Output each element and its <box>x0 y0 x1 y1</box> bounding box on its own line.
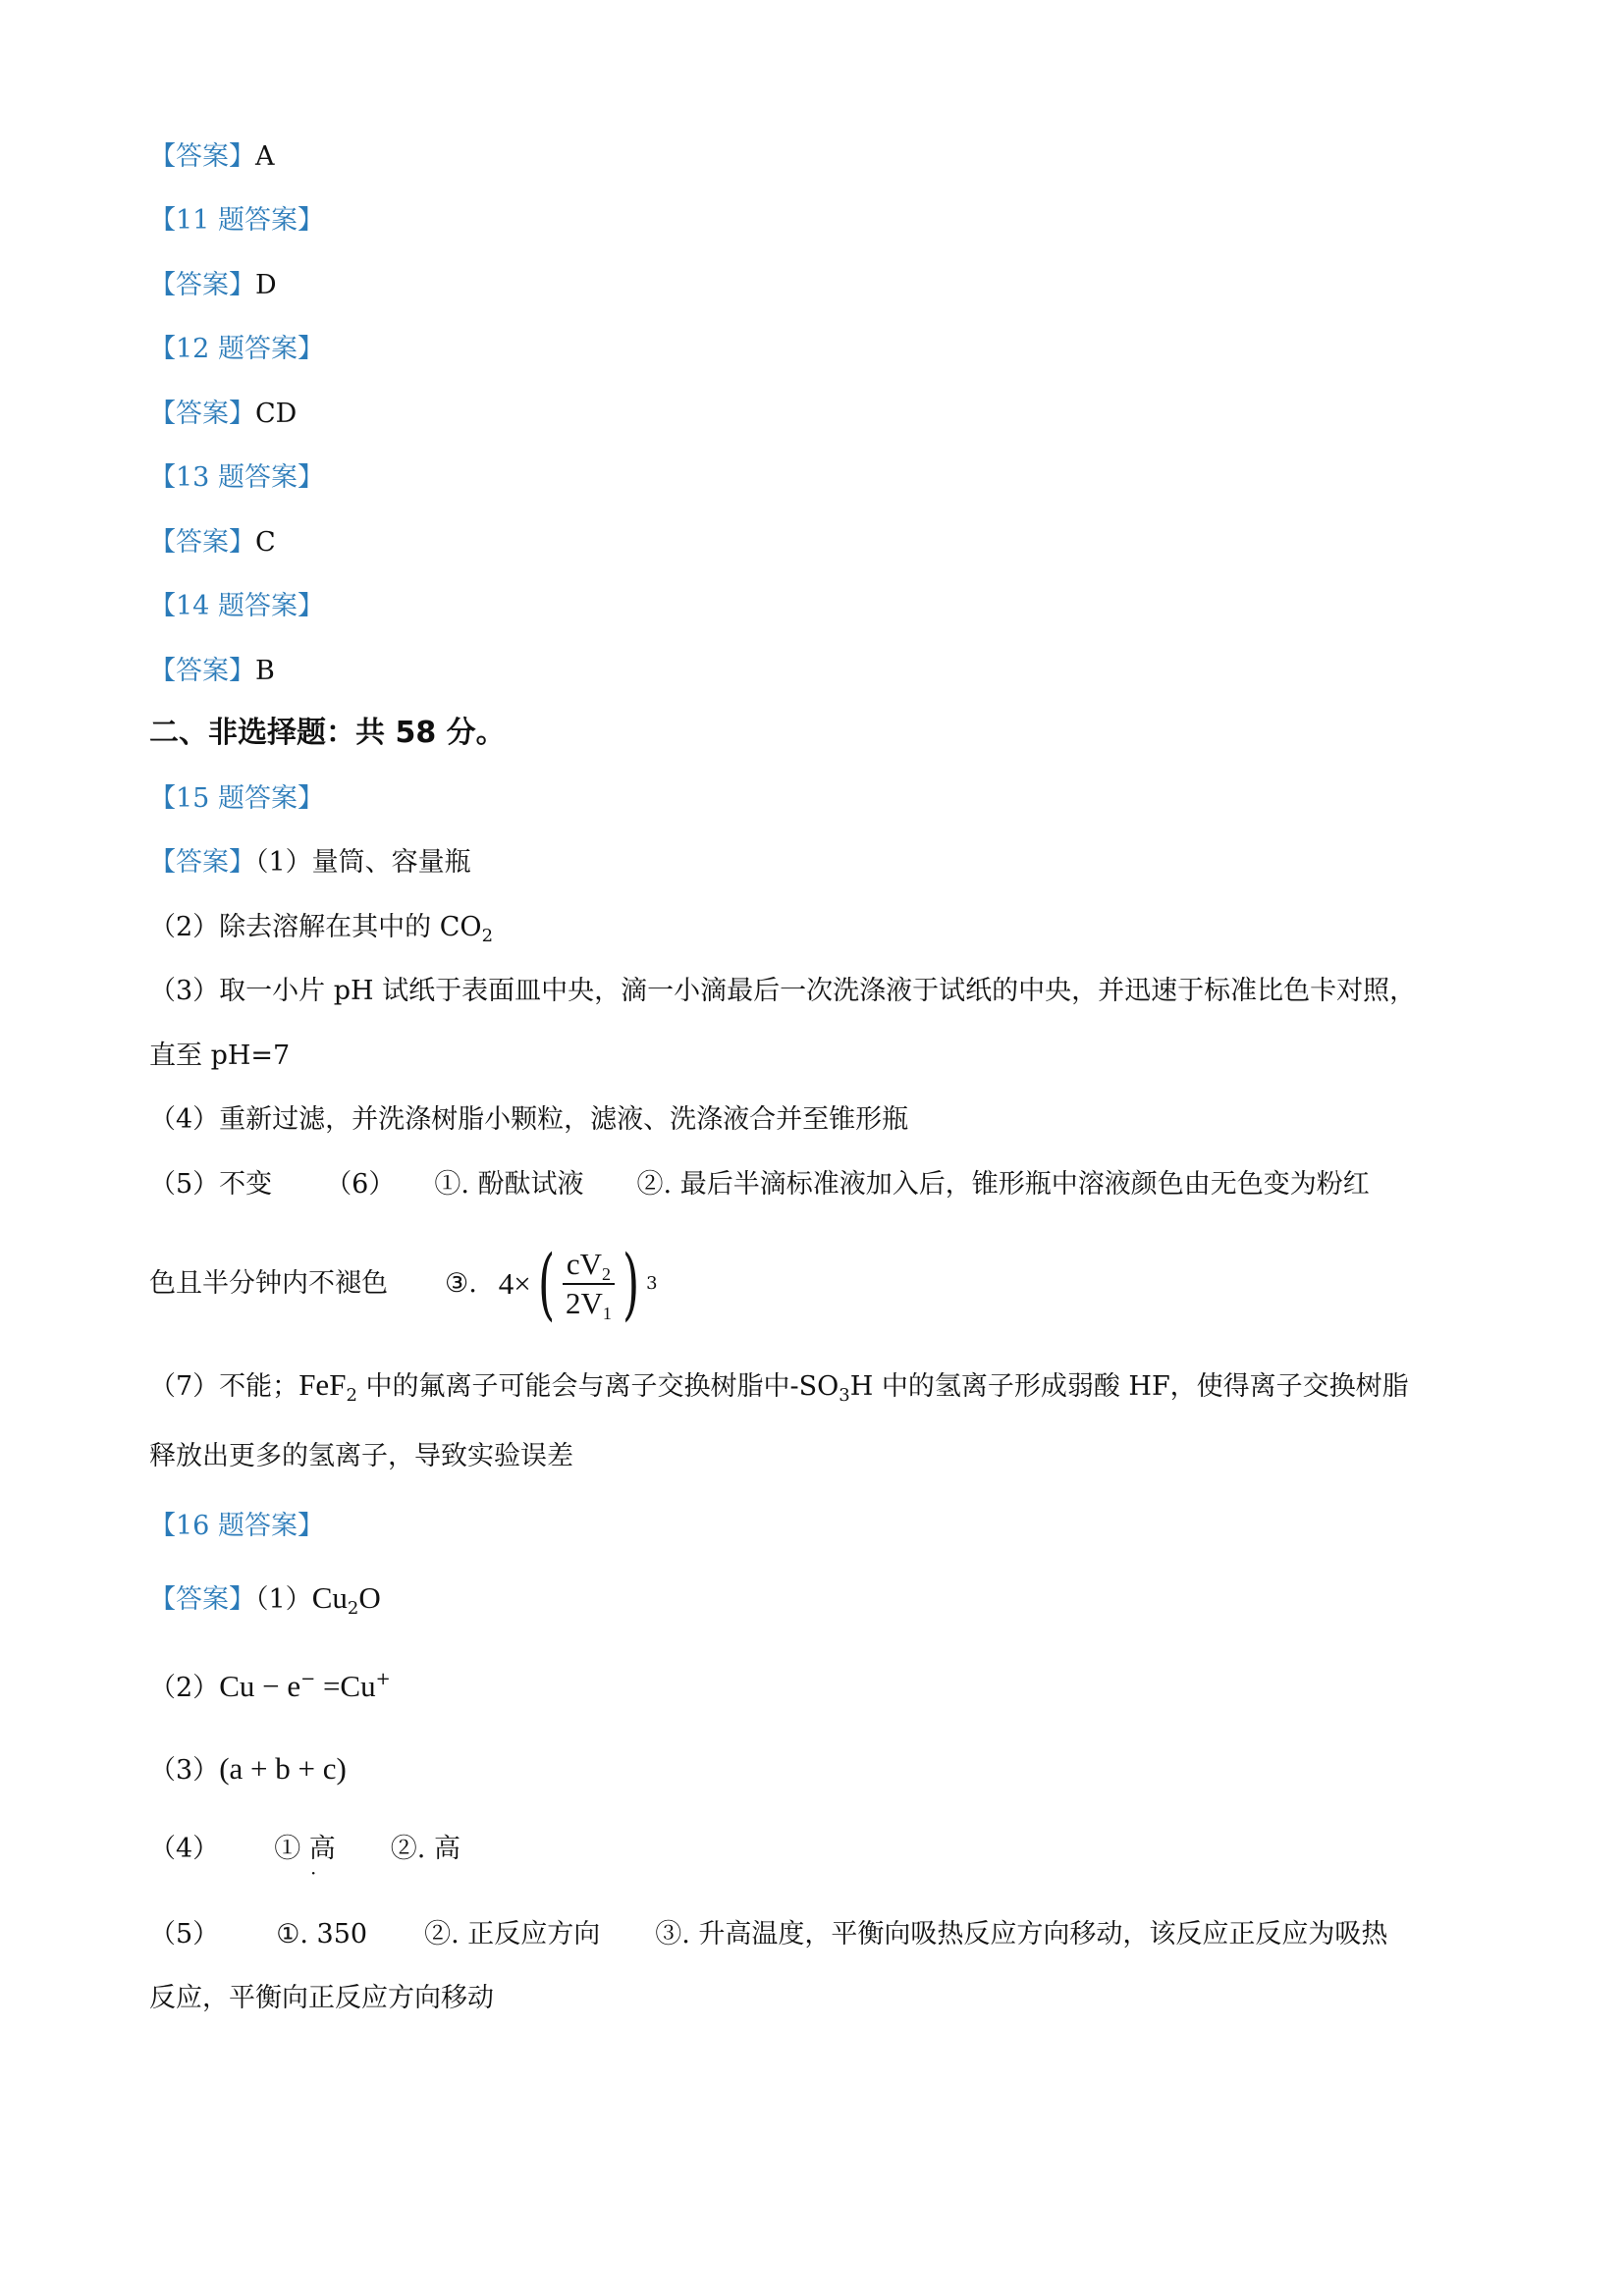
formula-abc: (a + b + c) <box>219 1751 347 1786</box>
formula-equals-cu: =Cu <box>315 1669 376 1703</box>
formula-cu-minus-e: Cu − e <box>219 1669 301 1703</box>
q15-part7-text-c: H 中的氢离子形成弱酸 HF，使得离子交换树脂 <box>849 1371 1409 1402</box>
question-tag-13: 【13 题答案】 <box>149 462 324 493</box>
q16-part5-line1 <box>149 1917 1387 1952</box>
question-tag-14: 【14 题答案】 <box>149 591 324 621</box>
q16-part4-item1: ① 高 <box>274 1834 336 1864</box>
q16-part2-label: （2） <box>149 1673 220 1703</box>
q15-part6-item3: ③. <box>445 1268 477 1299</box>
answer-tag: 【答案】 <box>149 399 255 429</box>
answer-line-q10 <box>149 139 275 175</box>
fraction-numerator <box>563 1246 615 1285</box>
answer-tag: 【答案】 <box>149 1584 255 1615</box>
superscript: + <box>375 1669 391 1689</box>
answer-tag: 【答案】 <box>149 270 255 300</box>
formula-fraction <box>562 1246 616 1322</box>
q15-part7-line1 <box>149 1367 1409 1405</box>
q16-part4-label: （4） <box>149 1834 220 1864</box>
q16-part3 <box>149 1751 347 1789</box>
q15-part7-text-b: 中的氟离子可能会与离子交换树脂中-SO <box>356 1371 839 1402</box>
q15-part3-line2: 直至 pH=7 <box>149 1041 291 1071</box>
answer-line-q12 <box>149 397 297 432</box>
answer-value: B <box>255 656 275 686</box>
q15-part4: （4）重新过滤，并洗涤树脂小颗粒，滤液、洗涤液合并至锥形瓶 <box>149 1104 909 1135</box>
q16-part5-item1: ①. 350 <box>276 1919 368 1949</box>
q15-part6-item2: ②. 最后半滴标准液加入后，锥形瓶中溶液颜色由无色变为粉红 <box>636 1169 1370 1200</box>
q16-part5-item3: ③. 升高温度，平衡向吸热反应方向移动，该反应正反应为吸热 <box>655 1919 1388 1949</box>
q15-part1 <box>149 845 471 881</box>
subscript: 2 <box>602 1264 612 1284</box>
q15-part6-item2-cont: 色且半分钟内不褪色 <box>149 1268 388 1299</box>
subscript: 2 <box>346 1385 357 1406</box>
q16-part5-label: （5） <box>149 1919 220 1949</box>
question-tag-16: 【16 题答案】 <box>149 1511 324 1541</box>
answer-tag: 【答案】 <box>149 656 255 686</box>
q15-part2-text: （2）除去溶解在其中的 CO <box>149 912 482 942</box>
answer-value: CD <box>255 399 298 429</box>
q16-part1 <box>149 1580 381 1618</box>
left-paren: ( <box>537 1238 555 1329</box>
subscript: 2 <box>481 926 494 946</box>
subscript: 1 <box>602 1304 612 1323</box>
formula-fef2: FeF <box>298 1367 347 1402</box>
answer-value: A <box>255 141 275 172</box>
q16-part1-label: （1） <box>255 1584 312 1615</box>
answer-tag: 【答案】 <box>149 141 255 172</box>
q15-part6-item1: ①. 酚酞试液 <box>434 1169 584 1200</box>
q15-part6-label: （6） <box>325 1169 396 1200</box>
q15-part7-line2: 释放出更多的氢离子，导致实验误差 <box>149 1441 573 1471</box>
subscript: 2 <box>347 1598 359 1619</box>
right-paren: ) <box>622 1238 640 1329</box>
q15-part2 <box>149 910 493 945</box>
formula-fraction-group: ( $\frac{cV_2}{2V_1}$ ) 3 <box>537 1238 658 1329</box>
q16-part4 <box>149 1832 460 1867</box>
q15-part6-line2 <box>149 1235 658 1333</box>
question-tag-12: 【12 题答案】 <box>149 334 324 364</box>
answer-line-q14 <box>149 654 275 689</box>
q15-part5-text: （5）不变 <box>149 1169 273 1200</box>
q15-part7-text-a: （7）不能； <box>149 1371 299 1402</box>
answer-tag: 【答案】 <box>149 847 255 878</box>
formula-coefficient: 4× <box>498 1266 531 1301</box>
q16-part5-item2: ②. 正反应方向 <box>424 1919 601 1949</box>
q16-part2 <box>149 1669 391 1706</box>
q16-part5-line2: 反应，平衡向正反应方向移动 <box>149 1983 494 2013</box>
denominator-text: 2V <box>566 1286 603 1320</box>
numerator-text: cV <box>566 1247 603 1281</box>
answer-line-q11 <box>149 268 277 303</box>
q16-part4-item2: ②. 高 <box>390 1834 460 1864</box>
answer-value: C <box>255 527 276 558</box>
fraction-denominator <box>562 1285 616 1322</box>
superscript: − <box>300 1669 316 1689</box>
emphasis-dot: · <box>310 1861 317 1885</box>
q15-part3-line1: （3）取一小片 pH 试纸于表面皿中央，滴一小滴最后一次洗涤液于试纸的中央，并迅速于标准比色卡对照， <box>149 976 1417 1006</box>
answer-tag: 【答案】 <box>149 527 255 558</box>
question-tag-11: 【11 题答案】 <box>149 205 324 236</box>
formula-o: O <box>358 1580 381 1615</box>
answer-value: D <box>255 270 277 300</box>
section-heading: 二、非选择题：共 58 分。 <box>149 716 506 750</box>
subscript: 3 <box>839 1385 850 1406</box>
q16-part3-label: （3） <box>149 1755 220 1786</box>
q15-part5-6 <box>149 1167 1370 1202</box>
formula-cu: Cu <box>311 1580 348 1615</box>
q15-part1-text: （1）量筒、容量瓶 <box>255 847 471 878</box>
answer-line-q13 <box>149 525 276 561</box>
question-tag-15: 【15 题答案】 <box>149 783 324 814</box>
